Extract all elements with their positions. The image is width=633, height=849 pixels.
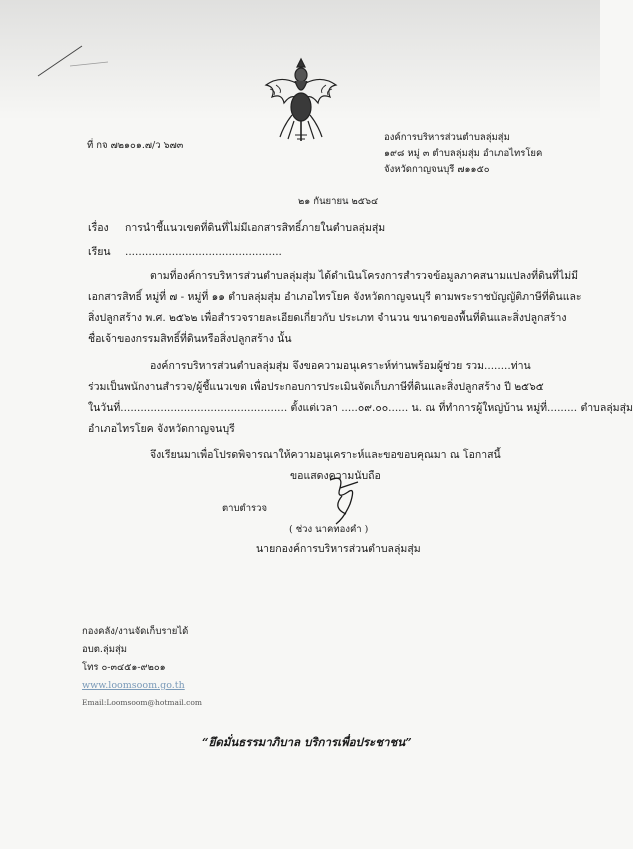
reference-number: ที่ กจ ๗๒๑๐๑.๗/ว ๖๗๓ [87,140,184,151]
para2-line2: ร่วมเป็นพนักงานสำรวจ/ผู้ชี้แนวเขต เพื่อประกอบการประเมินจัดเก็บภาษีที่ดินและสิ่งปลูกสร้าง ปี ๒๕๖๕ [88,381,544,393]
para1-line4: ชื่อเจ้าของกรรมสิทธิ์ที่ดินหรือสิ่งปลูกสร้าง นั้น [88,333,292,345]
org-address-line1: ๑๙๘ หมู่ ๓ ตำบลลุ่มสุ่ม อำเภอไทรโยค [384,148,543,159]
salutation-blank: ............................................... [125,246,282,258]
subject-text: การนำชี้แนวเขตที่ดินที่ไม่มีเอกสารสิทธิ์ภายในตำบลลุ่มสุ่ม [125,222,386,234]
org-address-line2: จังหวัดกาญจนบุรี ๗๑๑๕๐ [384,164,490,175]
footer-phone: โทร ๐-๓๔๕๑-๙๒๐๑ [82,662,166,673]
para2-line3: ในวันที่.................................................. ตั้งแต่เวลา .....๐๙.๐๐...... น. ณ ที่ทำการผู้ใหญ่บ้าน หมู่ที่......... ตำบลลุ่มสุ่ม [88,402,633,414]
org-name: องค์การบริหารส่วนตำบลลุ่มสุ่ม [384,132,510,143]
salutation-label: เรียน [88,246,111,258]
handwritten-signature [322,470,362,528]
checker-label: ตาบตำรวจ [222,503,268,514]
garuda-emblem [262,55,340,143]
letter-date: ๒๑ กันยายน ๒๕๖๔ [298,196,379,207]
scan-mark [30,40,110,80]
footer-email: Email:Loomsoom@hotmail.com [82,698,202,707]
slogan: “ยึดมั่นธรรมาภิบาล บริการเพื่อประชาชน” [202,735,412,749]
signer-position: นายกองค์การบริหารส่วนตำบลลุ่มสุ่ม [256,543,421,555]
para2-line1: องค์การบริหารส่วนตำบลลุ่มสุ่ม จึงขอความอนุเคราะห์ท่านพร้อมผู้ช่วย รวม........ท่าน [150,360,531,372]
footer-website-link[interactable]: www.loomsoom.go.th [82,680,185,691]
subject-label: เรื่อง [88,222,109,234]
para1-line3: สิ่งปลูกสร้าง พ.ศ. ๒๕๖๒ เพื่อสำรวจรายละเอียดเกี่ยวกับ ประเภท จำนวน ขนาดของพื้นที่ดินและสิ่งปลูกสร้าง [88,312,567,324]
closing-text: จึงเรียนมาเพื่อโปรดพิจารณาให้ความอนุเคราะห์และขอขอบคุณมา ณ โอกาสนี้ [150,449,501,461]
regards-text: ขอแสดงความนับถือ [290,470,381,482]
para2-line4: อำเภอไทรโยค จังหวัดกาญจนบุรี [88,423,235,435]
signer-name: ( ช่วง นาคทองคำ ) [289,524,369,535]
para1-line2: เอกสารสิทธิ์ หมู่ที่ ๗ - หมู่ที่ ๑๑ ตำบลลุ่มสุ่ม อำเภอไทรโยค จังหวัดกาญจนบุรี ตามพระราชบัญญัติภาษีที่ดินและ [88,291,582,303]
footer-org-short: อบต.ลุ่มสุ่ม [82,644,128,655]
para1-line1: ตามที่องค์การบริหารส่วนตำบลลุ่มสุ่ม ได้ดำเนินโครงการสำรวจข้อมูลภาคสนามแปลงที่ดินที่ไม่มี [150,270,579,282]
footer-department: กองคลัง/งานจัดเก็บรายได้ [82,626,189,637]
